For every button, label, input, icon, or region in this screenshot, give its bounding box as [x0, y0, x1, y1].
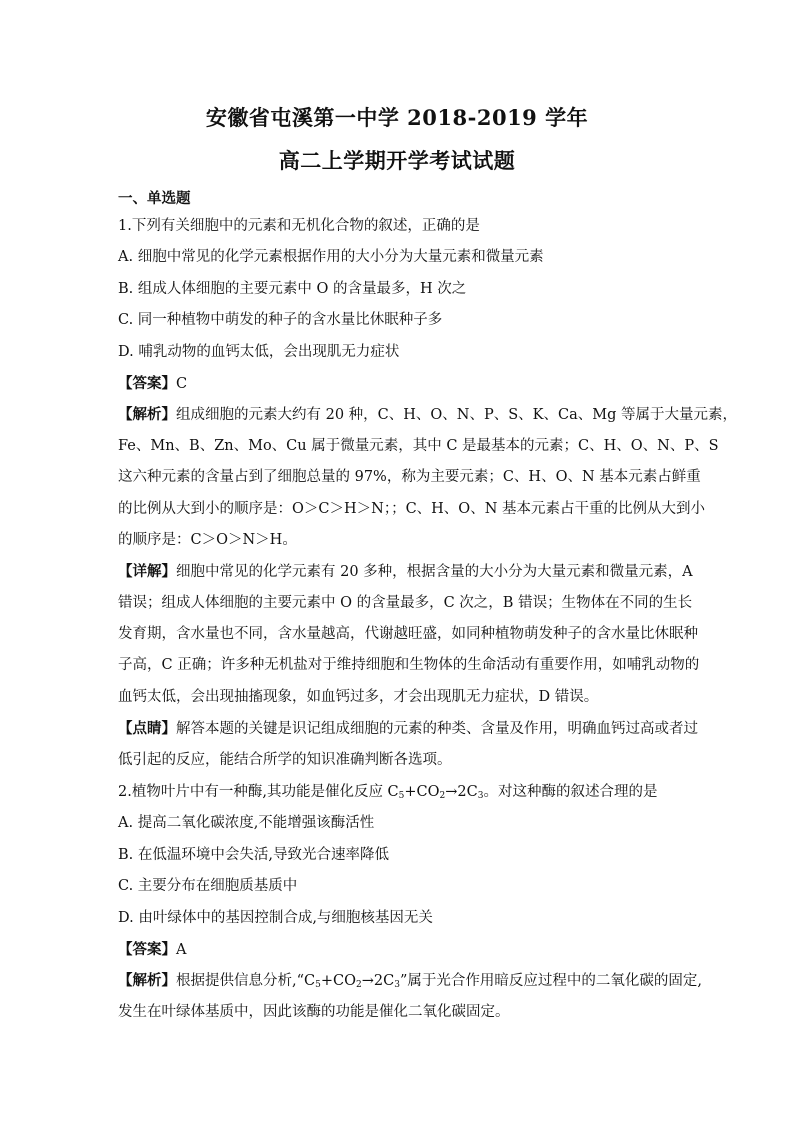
question-2-analysis-line: 发生在叶绿体基质中，因此该酶的功能是催化二氧化碳固定。	[118, 1003, 510, 1020]
question-2-option-b: B. 在低温环境中会失活,导致光合速率降低	[118, 846, 389, 863]
stem-text: 。对这种酶的叙述合理的是	[483, 784, 658, 800]
question-2-option-c: C. 主要分布在细胞质基质中	[118, 878, 298, 895]
question-1-answer	[118, 368, 676, 399]
question-1-detail-line	[118, 556, 693, 587]
answer-value: A	[176, 941, 187, 958]
answer-value: C	[176, 375, 188, 392]
question-2	[118, 777, 702, 1028]
answer-tag: 【答案】	[118, 374, 176, 392]
analysis-tag: 【解析】	[118, 972, 176, 990]
stem-text: →2C	[445, 784, 478, 800]
question-1-comment-line: 低引起的反应，能结合所学的知识准确判断各选项。	[118, 751, 452, 768]
analysis-text: +CO	[320, 973, 356, 990]
stem-text: +CO	[404, 784, 440, 800]
analysis-text: →2C	[361, 973, 395, 990]
subscript: 5	[398, 791, 405, 801]
stem-text: 2.植物叶片中有一种酶,其功能是催化反应 C	[118, 784, 399, 800]
question-2-option-d: D. 由叶绿体中的基因控制合成,与细胞核基因无关	[118, 909, 433, 926]
question-1-option-c: C. 同一种植物中萌发的种子的含水量比休眠种子多	[118, 312, 443, 329]
question-1-analysis-line: 的比例从大到小的顺序是：O＞C＞H＞N；；C、H、O、N 基本元素占干重的比例从大到小	[118, 500, 705, 517]
analysis-tag: 【解析】	[118, 406, 176, 424]
question-2-analysis-line	[118, 965, 702, 996]
analysis-text: ”属于光合作用暗反应过程中的二氧化碳的固定,	[399, 973, 702, 990]
question-1-analysis-line: 的顺序是：C＞O＞N＞H。	[118, 531, 297, 548]
question-1-detail-line: 子高，C 正确；许多种无机盐对于维持细胞和生物体的生命活动有重要作用，如哺乳动物的	[118, 657, 700, 674]
question-1-option-d: D. 哺乳动物的血钙太低，会出现肌无力症状	[118, 343, 400, 360]
detail-text: 细胞中常见的化学元素有 20 多种，根据含量的大小分为大量元素和微量元素，A	[176, 564, 693, 581]
document-subtitle: 高二上学期开学考试试题	[278, 148, 516, 173]
subscript: 3	[394, 980, 400, 991]
question-1-option-b: B. 组成人体细胞的主要元素中 O 的含量最多，H 次之	[118, 280, 467, 297]
analysis-text: 根据提供信息分析,“C	[176, 973, 316, 990]
subscript: 2	[356, 980, 362, 991]
question-1-analysis-line: 这六种元素的含量占到了细胞总量的 97%，称为主要元素；C、H、O、N 基本元素占鲜重	[118, 469, 701, 486]
question-2-option-a: A. 提高二氧化碳浓度,不能增强该酶活性	[118, 815, 375, 832]
section-heading: 一、单选题	[118, 190, 191, 207]
question-1-detail-line: 发育期，含水量也不同，含水量越高，代谢越旺盛，如同种植物萌发种子的含水量比休眠种	[118, 626, 698, 643]
question-1-stem: 1.下列有关细胞中的元素和无机化合物的叙述，正确的是	[118, 218, 480, 234]
document-title: 安徽省屯溪第一中学 2018-2019 学年	[205, 105, 589, 130]
answer-tag: 【答案】	[118, 940, 176, 958]
comment-tag: 【点睛】	[118, 720, 176, 738]
subscript: 3	[477, 791, 484, 801]
question-1	[118, 211, 737, 776]
subscript: 2	[439, 791, 446, 801]
question-1-analysis-line	[118, 399, 737, 430]
question-1-analysis-line: Fe、Mn、B、Zn、Mo、Cu 属于微量元素，其中 C 是最基本的元素；C、H、O、N、P、S	[118, 437, 719, 454]
question-2-answer	[118, 934, 676, 965]
comment-text: 解答本题的关键是识记组成细胞的元素的种类、含量及作用，明确血钙过高或者过	[176, 721, 698, 738]
analysis-text: 组成细胞的元素大约有 20 种，C、H、O、N、P、S、K、Ca、Mg 等属于大量元素，	[176, 407, 737, 424]
question-1-comment-line	[118, 713, 698, 744]
question-1-option-a: A. 细胞中常见的化学元素根据作用的大小分为大量元素和微量元素	[118, 249, 544, 266]
question-2-stem	[118, 777, 676, 808]
question-1-detail-line: 血钙太低，会出现抽搐现象，如血钙过多，才会出现肌无力症状，D 错误。	[118, 688, 599, 705]
subscript: 5	[315, 980, 321, 991]
question-1-detail-line: 错误；组成人体细胞的主要元素中 O 的含量最多，C 次之，B 错误；生物体在不同的生长	[118, 594, 693, 611]
detail-tag: 【详解】	[118, 563, 176, 581]
